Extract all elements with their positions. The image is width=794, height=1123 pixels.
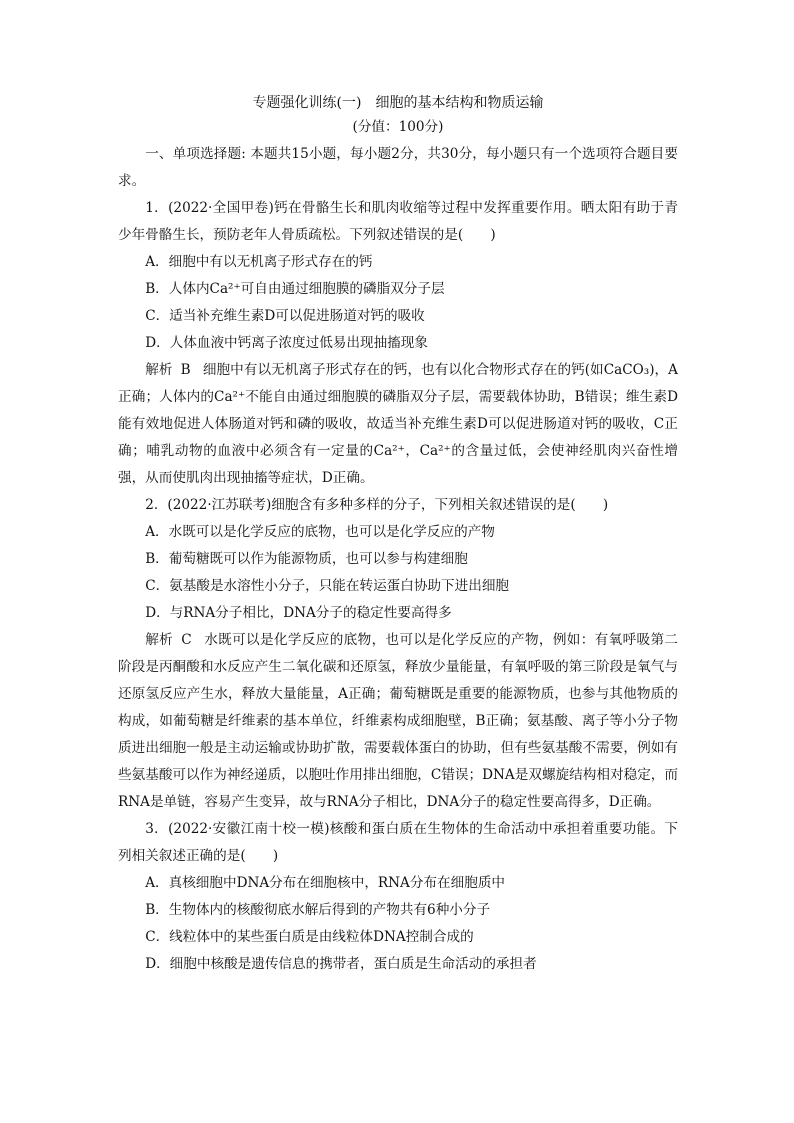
option-d: D．与RNA分子相比，DNA分子的稳定性要高得多 xyxy=(145,605,452,621)
analysis-paragraph xyxy=(118,627,678,816)
option-b: B．人体内Ca²⁺可自由通过细胞膜的磷脂双分子层 xyxy=(145,281,445,297)
question-stem: 1．(2022·全国甲卷)钙在骨骼生长和肌肉收缩等过程中发挥重要作用。晒太阳有助于青少年骨骼生长，预防老年人骨质疏松。下列叙述错误的是( ) xyxy=(118,200,678,243)
option-c: C．适当补充维生素D可以促进肠道对钙的吸收 xyxy=(145,308,425,324)
analysis-text: 细胞中有以无机离子形式存在的钙，也有以化合物形式存在的钙(如CaCO₃)，A正确；人体内的Ca²⁺不能自由通过细胞膜的磷脂双分子层，需要载体协助，B错误；维生素D能有效地促进人体肠道对钙和磷的吸收，故适当补充维生素D可以促进肠道对钙的吸收，C正确；哺乳动物的血液中必须含有一定量的Ca²⁺，Ca²⁺的含量过低，会使神经肌肉兴奋性增强，从而使肌肉出现抽搐等症状，D正确。 xyxy=(118,362,678,486)
option-b: B．葡萄糖既可以作为能源物质，也可以参与构建细胞 xyxy=(145,551,468,567)
question-3 xyxy=(118,816,678,978)
answer-letter: C xyxy=(181,632,192,648)
score-line: (分值：100分) xyxy=(352,119,444,135)
question-2 xyxy=(118,492,678,816)
option-a: A．真核细胞中DNA分布在细胞核中，RNA分布在细胞质中 xyxy=(145,875,506,891)
analysis-paragraph xyxy=(118,357,678,492)
question-stem: 2．(2022·江苏联考)细胞含有多种多样的分子，下列相关叙述错误的是( ) xyxy=(145,497,609,513)
option-c: C．线粒体中的某些蛋白质是由线粒体DNA控制合成的 xyxy=(145,929,474,945)
answer-letter: B xyxy=(180,362,191,378)
analysis-label: 解析 xyxy=(145,362,173,378)
option-c: C．氨基酸是水溶性小分子，只能在转运蛋白协助下进出细胞 xyxy=(145,578,510,594)
option-d: D．人体血液中钙离子浓度过低易出现抽搐现象 xyxy=(145,335,428,351)
option-b: B．生物体内的核酸彻底水解后得到的产物共有6种小分子 xyxy=(145,902,491,918)
question-1 xyxy=(118,195,678,492)
question-stem: 3．(2022·安徽江南十校一模)核酸和蛋白质在生物体的生命活动中承担着重要功能。下列相关叙述正确的是( ) xyxy=(118,821,678,864)
document-title: 专题强化训练(一) 细胞的基本结构和物质运输 xyxy=(252,95,544,111)
option-a: A．水既可以是化学反应的底物，也可以是化学反应的产物 xyxy=(145,524,495,540)
analysis-label: 解析 xyxy=(145,632,174,648)
analysis-text: 水既可以是化学反应的底物，也可以是化学反应的产物，例如：有氧呼吸第二阶段是丙酮酸和水反应产生二氧化碳和还原氢，释放少量能量，有氧呼吸的第三阶段是氧气与还原氢反应产生水，释放大量能量，A正确；葡萄糖既是重要的能源物质，也参与其他物质的构成，如葡萄糖是纤维素的基本单位，纤维素构成细胞壁，B正确；氨基酸、离子等小分子物质进出细胞一般是主动运输或协助扩散，需要载体蛋白的协助，但有些氨基酸不需要，例如有些氨基酸可以作为神经递质，以胞吐作用排出细胞，C错误；DNA是双螺旋结构相对稳定，而RNA是单链，容易产生变异，故与RNA分子相比，DNA分子的稳定性要高得多，D正确。 xyxy=(118,632,678,810)
option-d: D．细胞中核酸是遗传信息的携带者，蛋白质是生命活动的承担者 xyxy=(145,956,537,972)
section-heading: 一、单项选择题: 本题共15小题，每小题2分，共30分，每小题只有一个选项符合题目要求。 xyxy=(118,146,678,189)
document-page xyxy=(118,92,678,978)
option-a: A．细胞中有以无机离子形式存在的钙 xyxy=(145,254,373,270)
